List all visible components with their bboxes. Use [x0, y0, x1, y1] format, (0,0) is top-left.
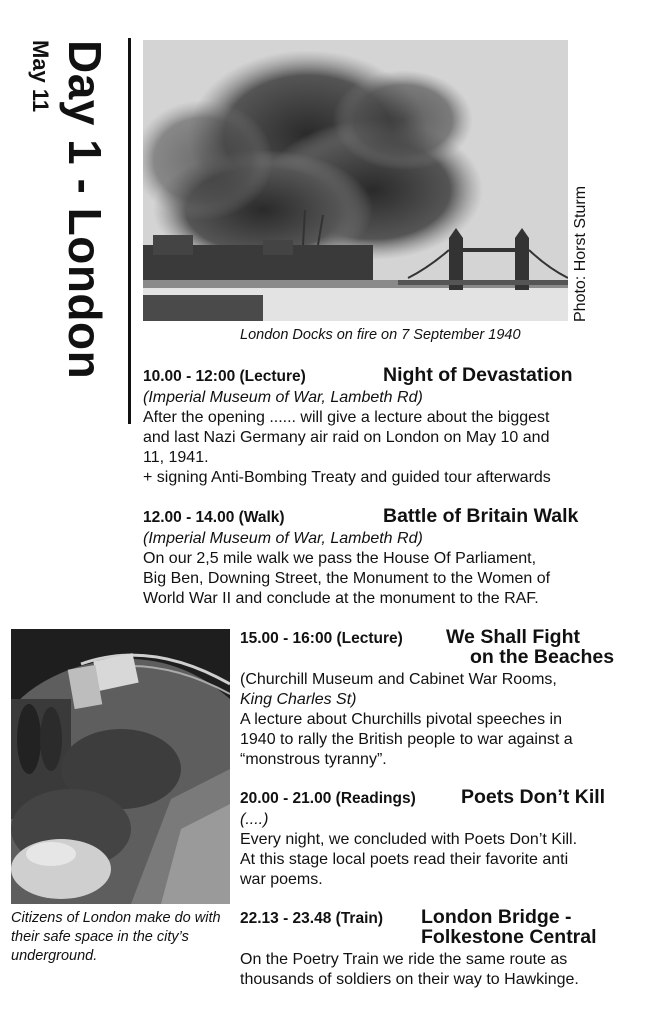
event-time: 20.00 - 21.00 (Readings)	[240, 790, 416, 807]
desc-line: war poems.	[240, 871, 323, 888]
event-description	[143, 549, 623, 609]
desc-line: 1940 to rally the British people to war against a	[240, 731, 573, 748]
desc-line: Every night, we concluded with Poets Don’t Kill.	[240, 831, 578, 848]
date-label: May 11	[28, 40, 53, 113]
event-night-of-devastation	[143, 364, 613, 488]
event-title: Night of Devastation	[383, 364, 573, 386]
event-time: 12.00 - 14.00 (Walk)	[143, 509, 285, 526]
event-title: Poets Don’t Kill	[461, 786, 606, 808]
desc-line: thousands of soldiers on their way to Hawkinge.	[240, 971, 579, 988]
photo-credit: Photo: Horst Sturm	[572, 185, 589, 322]
event-title-line2: on the Beaches	[470, 646, 615, 668]
event-title-line1: We Shall Fight	[446, 626, 580, 648]
event-location: (Imperial Museum of War, Lambeth Rd)	[143, 530, 423, 547]
event-description	[240, 950, 640, 990]
desc-line: On the Poetry Train we ride the same route as	[240, 951, 568, 968]
desc-line: After the opening ...... will give a lecture about the biggest	[143, 409, 550, 426]
desc-line: Big Ben, Downing Street, the Monument to the Women of	[143, 570, 551, 587]
event-location: (....)	[240, 811, 269, 828]
shelter-photo-caption: Citizens of London make do with their safe space in the city’s underground.	[11, 910, 221, 964]
event-poets-dont-kill	[240, 786, 640, 890]
event-location-line1: (Churchill Museum and Cabinet War Rooms,	[240, 671, 557, 688]
event-time: 22.13 - 23.48 (Train)	[240, 910, 384, 927]
desc-line: At this stage local poets read their favorite anti	[240, 851, 569, 868]
event-location: (Imperial Museum of War, Lambeth Rd)	[143, 389, 423, 406]
event-time: 10.00 - 12:00 (Lecture)	[143, 368, 306, 385]
day-title: Day 1 - London	[59, 40, 111, 380]
desc-line: World War II and conclude at the monument to the RAF.	[143, 590, 539, 607]
title-divider	[128, 38, 131, 424]
desc-line: “monstrous tyranny”.	[240, 751, 387, 768]
underground-shelter-photo	[11, 629, 230, 904]
event-time: 15.00 - 16:00 (Lecture)	[240, 630, 403, 647]
event-title-line1: London Bridge -	[421, 906, 572, 928]
event-we-shall-fight	[240, 626, 640, 770]
event-poetry-train	[240, 906, 640, 990]
event-description	[143, 408, 613, 488]
event-description	[240, 830, 640, 890]
desc-line: and last Nazi Germany air raid on London on May 10 and	[143, 429, 550, 446]
event-battle-of-britain-walk	[143, 505, 623, 609]
event-title-line2: Folkestone Central	[421, 926, 597, 948]
event-location-line2: King Charles St)	[240, 691, 357, 708]
desc-line: 11, 1941.	[143, 449, 209, 466]
event-title: Battle of Britain Walk	[383, 505, 579, 527]
event-description	[240, 710, 640, 770]
desc-line: A lecture about Churchills pivotal speeches in	[240, 711, 562, 728]
docks-photo-caption: London Docks on fire on 7 September 1940	[240, 327, 521, 343]
docks-fire-photo	[143, 40, 568, 321]
desc-line: + signing Anti-Bombing Treaty and guided tour afterwards	[143, 469, 551, 486]
desc-line: On our 2,5 mile walk we pass the House Of Parliament,	[143, 550, 537, 567]
